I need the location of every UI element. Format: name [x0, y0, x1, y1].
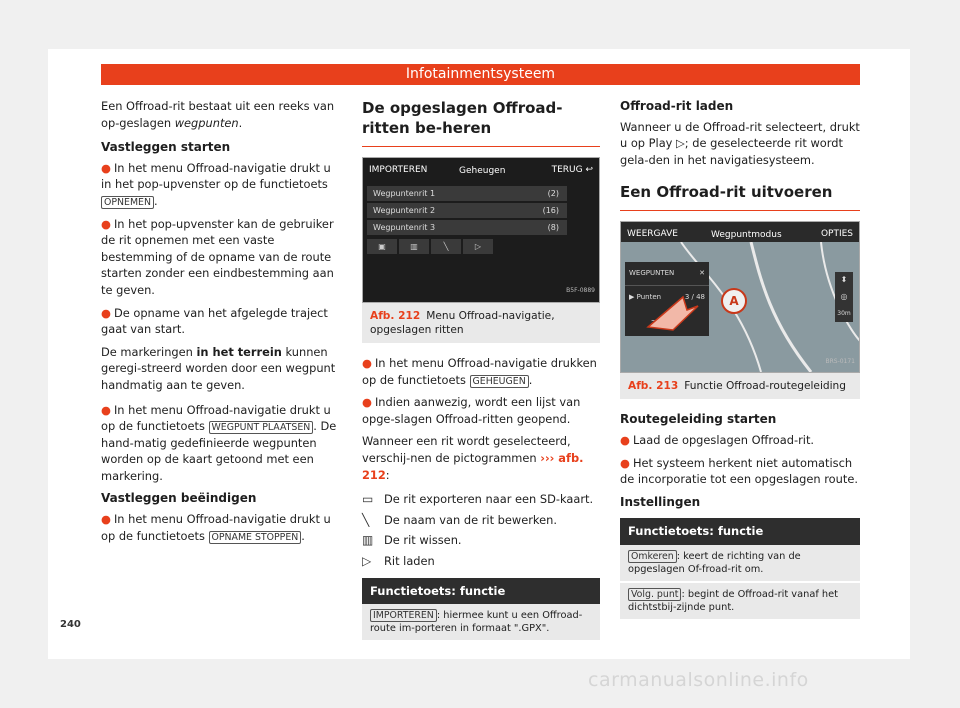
map-controls: ⬍ ◎ 30m [835, 272, 853, 322]
screen-tabbar [621, 222, 859, 242]
figure-code: B5F-0889 [566, 287, 595, 295]
figure-code: BRS-0171 [825, 357, 855, 365]
markings-paragraph: De markeringen in het terrein kunnen geregi-streerd worden door een wegpunt handmatig aan te geven. [101, 344, 336, 392]
function-key-importeren: IMPORTEREN [370, 609, 437, 622]
figure-213-screen [620, 221, 860, 373]
function-key-volg-punt: Volg. punt [628, 588, 681, 601]
function-table-header: Functietoets: functie [620, 518, 860, 545]
compass-icon: ⬍ [840, 275, 848, 285]
list-item: ● Indien aanwezig, wordt een lijst van opge-slagen Offroad-ritten geopend. [362, 395, 581, 426]
column-2 [362, 98, 600, 642]
list-item: ● Het systeem herkent niet automatisch de incorporatie tot een opgeslagen route. [620, 455, 858, 487]
heading-end: Vastleggen beëindigen [101, 491, 257, 506]
center-icon: ◎ [840, 291, 848, 301]
table-row: IMPORTEREN : hiermee kunt u een Offroad-route im-porteren in formaat ".GPX". [362, 604, 600, 642]
list-item: ● In het pop-upvenster kan de gebruiker de rit opnemen met een vaste bestemming of de opname van de route starten zonder een eindbestemming aan te geven. [101, 216, 334, 297]
waypoints-popup: WEGPUNTEN ✕ ▶ Punten 3 / 48 [625, 262, 709, 336]
trash-icon: ▥ [399, 239, 429, 254]
play-icon: ▶ [629, 292, 635, 301]
trash-icon: ▥ [362, 533, 374, 548]
play-icon: ▷ [362, 553, 372, 568]
list-item: Wegpuntenrit 2 (16) [367, 203, 567, 218]
tab-weergave: WEERGAVE [627, 229, 678, 240]
waypoint-marker: A [721, 288, 747, 314]
back-icon: ↩ [585, 165, 593, 175]
tab-importeren: IMPORTEREN [369, 165, 428, 175]
tab-opties: OPTIES [820, 229, 853, 240]
function-key-opnemen: OPNEMEN [101, 196, 154, 209]
section-title-manage: De opgeslagen Offroad-ritten be-heren [362, 98, 600, 147]
icon-row: ▷ Rit laden [362, 553, 435, 568]
list-item: ● Laad de opgeslagen Offroad-rit. [620, 432, 815, 447]
icon-row: ╲ De naam van de rit bewerken. [362, 512, 557, 527]
tab-geheugen: Geheugen [459, 166, 506, 176]
sd-card-icon: ▭ [362, 492, 374, 507]
list-item: ● In het menu Offroad-navigatie drukken op de functietoets GEHEUGEN . [362, 356, 597, 387]
function-table-header: Functietoets: functie [362, 578, 600, 605]
column-3 [620, 98, 860, 621]
chapter-header: Infotainmentsysteem [101, 64, 860, 85]
table-row: Volg. punt : begint de Offroad-rit vanaf het dichtstbij-zijnde punt. [620, 583, 860, 621]
screen-tool-row [367, 239, 493, 254]
function-key-wegpunt-plaatsen: WEGPUNT PLAATSEN [209, 421, 314, 434]
sd-card-icon: ▣ [367, 239, 397, 254]
pencil-icon: ╲ [362, 512, 370, 527]
figure-212-caption: Afb. 212 Menu Offroad-navigatie, opgeslagen ritten [362, 303, 600, 343]
heading-settings: Instellingen [620, 494, 701, 509]
icon-row: ▭ De rit exporteren naar een SD-kaart. [362, 492, 594, 507]
function-key-opname-stoppen: OPNAME STOPPEN [209, 531, 302, 544]
figure-213-caption: Afb. 213 Functie Offroad-routegeleiding [620, 373, 860, 399]
intro-paragraph: Een Offroad-rit bestaat uit een reeks van op-geslagen wegpunten. [101, 99, 335, 130]
list-item: ● De opname van het afgelegde traject gaat van start. [101, 305, 328, 337]
table-row: Omkeren : keert de richting van de opgeslagen Of-froad-rit om. [620, 545, 860, 583]
section-title-run: Een Offroad-rit uitvoeren [620, 182, 860, 211]
column-1 [101, 98, 343, 550]
pencil-icon: ╲ [431, 239, 461, 254]
tab-terug: TERUG ↩ [551, 165, 593, 175]
list-item: Wegpuntenrit 1 (2) [367, 186, 567, 201]
heading-guide: Routegeleiding starten [620, 412, 777, 427]
load-paragraph: Wanneer u de Offroad-rit selecteert, drukt u op Play ▷; de geselecteerde rit wordt gela-den in het navigatiesysteem. [620, 119, 860, 167]
tab-wegpuntmodus: Wegpuntmodus [711, 230, 782, 241]
list-item: ● In het menu Offroad-navigatie drukt u in het pop-upvenster op de functietoets OPNEMEN . [101, 160, 331, 208]
screen-tabbar [363, 158, 599, 180]
function-key-omkeren: Omkeren [628, 550, 677, 563]
close-icon: ✕ [699, 269, 705, 278]
list-item: Wegpuntenrit 3 (8) [367, 220, 567, 235]
heading-start: Vastleggen starten [101, 140, 231, 155]
list-item: ● In het menu Offroad-navigatie drukt u op de functietoets OPNAME STOPPEN . [101, 512, 331, 543]
figure-212-screen [362, 157, 600, 303]
heading-load: Offroad-rit laden [620, 99, 734, 113]
navigation-arrow-icon [643, 292, 703, 332]
play-icon: ▷ [463, 239, 493, 254]
watermark: carmanualsonline.info [588, 669, 809, 691]
list-item: ● In het menu Offroad-navigatie drukt u op de functietoets WEGPUNT PLAATSEN . De hand-matig gedefinieerde wegpunten worden op de kaart getoond met een markering. [101, 402, 337, 483]
icon-row: ▥ De rit wissen. [362, 533, 462, 548]
page-number: 240 [60, 619, 81, 630]
function-key-geheugen: GEHEUGEN [470, 375, 529, 388]
selection-paragraph: Wanneer een rit wordt geselecteerd, verschij-nen de pictogrammen ››› afb. 212: [362, 434, 584, 482]
